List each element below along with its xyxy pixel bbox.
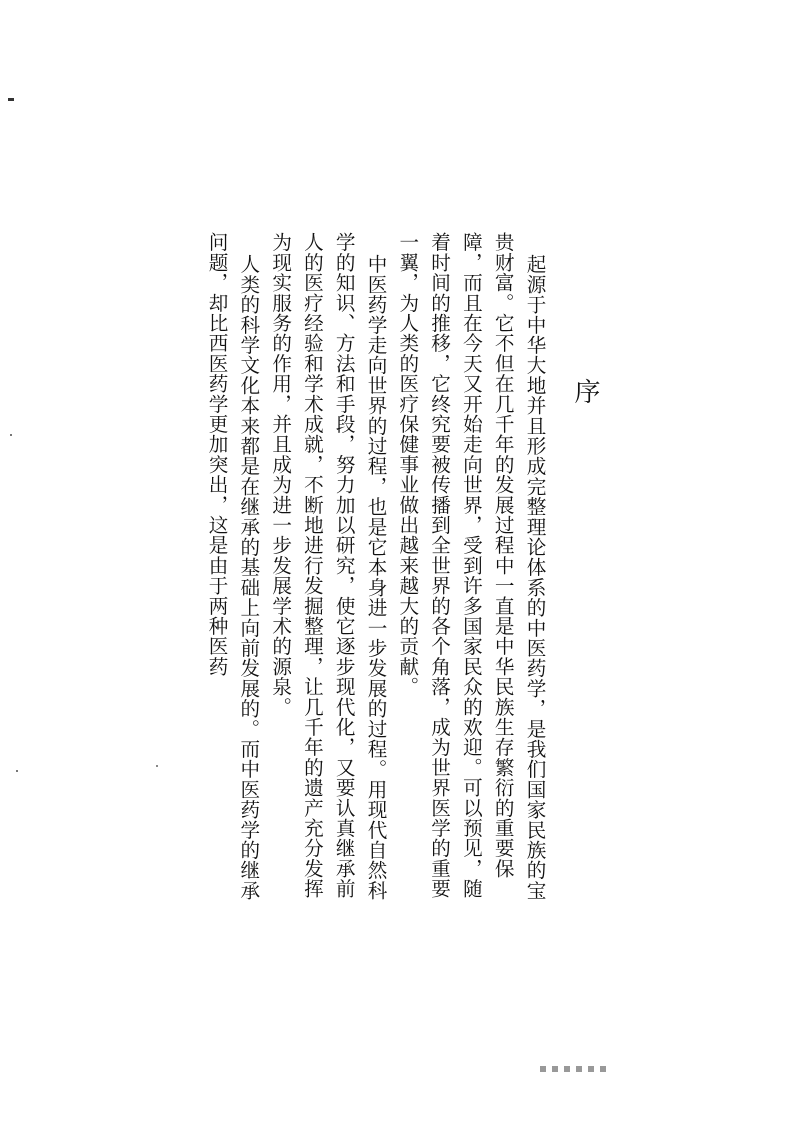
preface-title: 序 — [570, 378, 600, 404]
scan-speck — [8, 98, 14, 101]
paragraph-2: 中医药学走向世界的过程，也是它本身进一步发展的过程。用现代自然科学的知识、方法和手段，努力加以研究，使它逐步现代化，又要认真继承前人的医疗经验和学术成就，不断地进行发掘整理，让几千年的遗产充分发挥为现实服务的作用，并且成为进一步发展学术的源泉。 — [268, 232, 388, 900]
scan-speck — [10, 434, 12, 436]
scan-artifact-bottom — [540, 1066, 608, 1072]
scan-speck — [156, 765, 158, 767]
preface-body — [180, 232, 550, 912]
paragraph-3: 人类的科学文化本来都是在继承的基础上向前发展的。而中医药学的继承问题，却比西医药学更加突出，这是由于两种医药 — [205, 232, 260, 900]
scan-speck — [16, 770, 18, 772]
paragraph-1: 起源于中华大地并且形成完整理论体系的中医药学，是我们国家民族的宝贵财富。它不但在几千年的发展过程中一直是中华民族生存繁衍的重要保障，而且在今天又开始走向世界，受到许多国家民众的欢迎。可以预见，随着时间的推移，它终究要被传播到全世界的各个角落，成为世界医学的重要一翼，为人类的医疗保健事业做出越来越大的贡献。 — [395, 232, 546, 900]
